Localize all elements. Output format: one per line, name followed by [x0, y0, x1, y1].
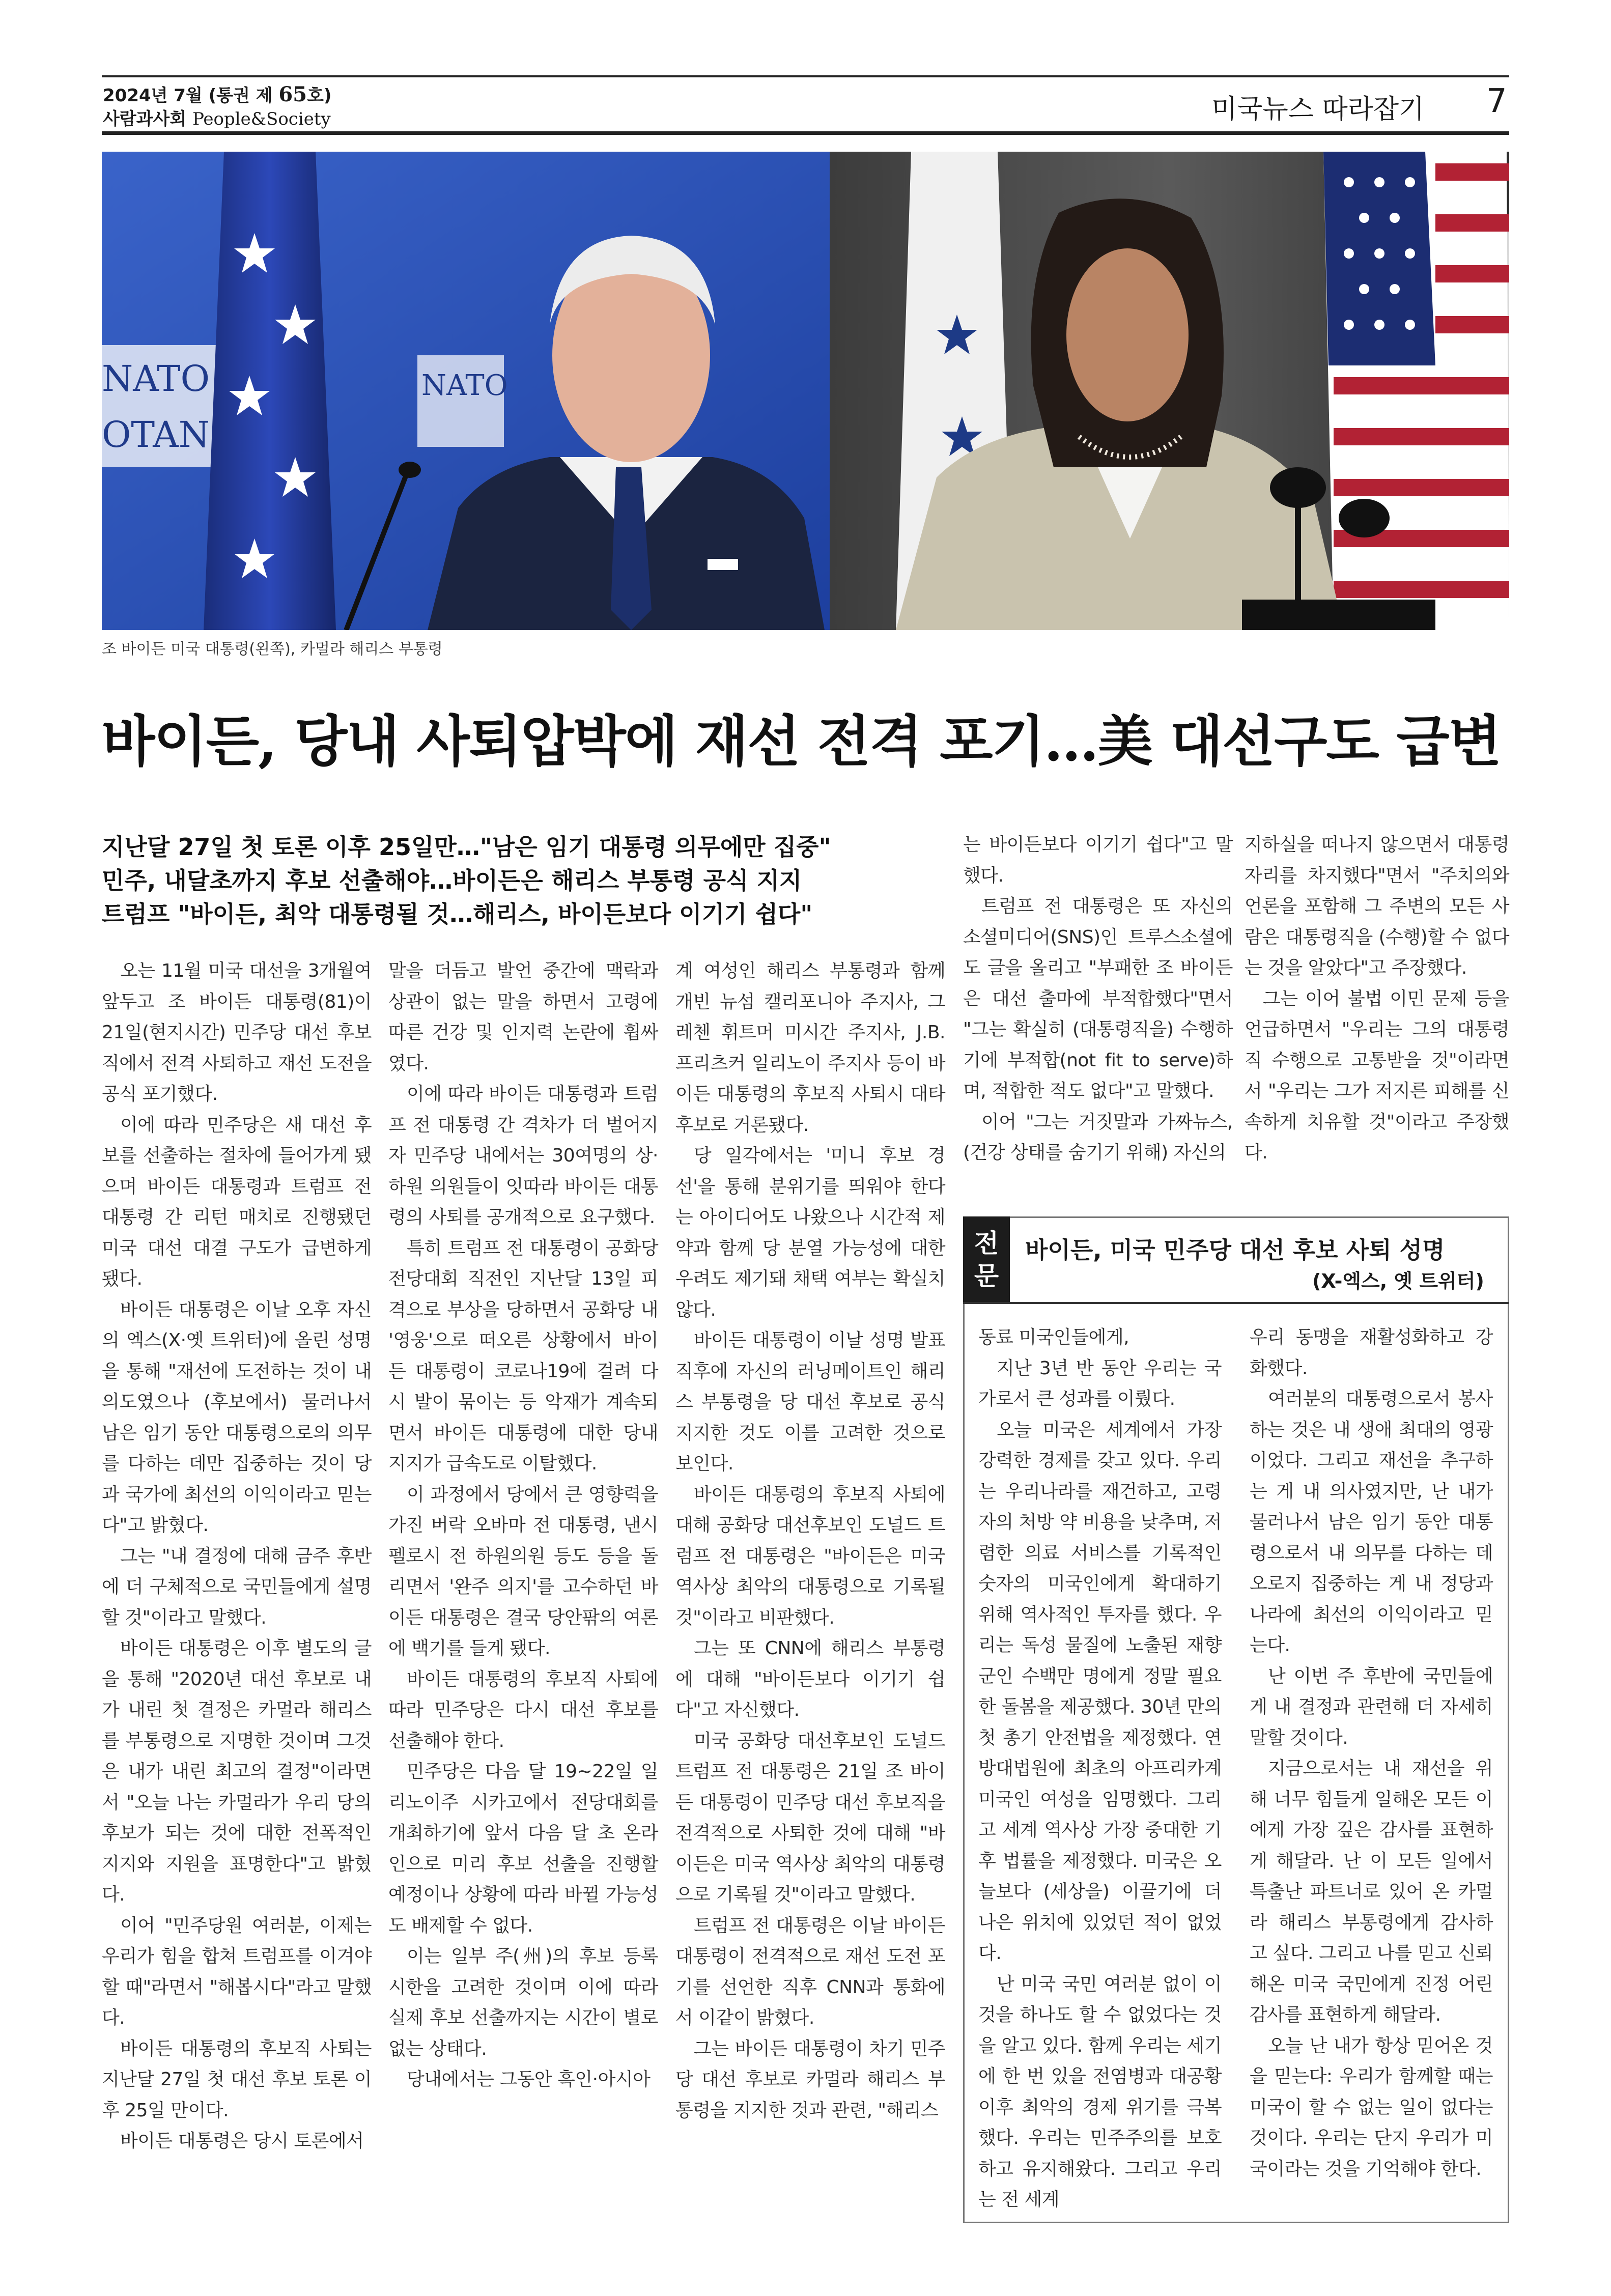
paragraph: 바이든 대통령은 이후 별도의 글을 통해 "2020년 대선 후보로 내가 내린 첫 결정은 카멀라 해리스를 부통령으로 지명한 것이며 그것은 내가 내린 최고의 결정"이라면서 "오늘 나는 카멀라가 우리 당의 후보가 되는 것에 대한 전폭적인 지지와 지원을 표명한다"고 밝혔다.: [102, 1638, 372, 1905]
paragraph: 그는 이어 불법 이민 문제 등을 언급하면서 "우리는 그의 대통령직 수행으로 고통받을 것"이라면서 "우리는 그가 저지른 피해를 신속하게 치유할 것"이라고 주장했다.: [1245, 988, 1509, 1163]
paragraph: 트럼프 전 대통령은 이날 바이든 대통령이 전격적으로 재선 도전 포기를 선언한 직후 CNN과 통화에서 이같이 밝혔다.: [675, 1915, 945, 2028]
paragraph: 이어 "민주당원 여러분, 이제는 우리가 힘을 합쳐 트럼프를 이겨야 할 때"라면서 "해봅시다"라고 말했다.: [102, 1915, 372, 2028]
paragraph: 그는 "내 결정에 대해 금주 후반에 더 구체적으로 국민들에게 설명할 것"이라고 말했다.: [102, 1545, 372, 1628]
svg-text:NATO: NATO: [102, 358, 210, 400]
article-column-4: [963, 830, 1233, 1169]
paragraph: 이 과정에서 당에서 큰 영향력을 가진 버락 오바마 전 대통령, 낸시 펠로시 전 하원의원 등도 등을 돌리면서 '완주 의지'를 고수하던 바이든 대통령은 결국 당안팎의 여론에 백기를 들게 됐다.: [388, 1484, 658, 1659]
paragraph: 당 일각에서는 '미니 후보 경선'을 통해 분위기를 띄워야 한다는 아이디어도 나왔으나 시간적 제약과 함께 당 분열 가능성에 대한 우려도 제기돼 채택 여부는 확실치 않다.: [675, 1145, 945, 1320]
full-text-label: 전 문: [963, 1216, 1010, 1303]
paragraph: 특히 트럼프 전 대통령이 공화당 전당대회 직전인 지난달 13일 피격으로 부상을 당하면서 공화당 내 '영웅'으로 떠오른 상황에서 바이든 대통령이 코로나19에 걸려 다시 발이 묶이는 등 악재가 계속되면서 바이든 대통령에 대한 당내 지지가 급속도로 이탈했다.: [388, 1237, 658, 1474]
section-title: 미국뉴스 따라잡기: [1211, 94, 1425, 125]
paragraph: 미국 공화당 대선후보인 도널드 트럼프 전 대통령은 21일 조 바이든 대통령이 민주당 대선 후보직을 전격적으로 사퇴한 것에 대해 "바이든은 미국 역사상 최악의 대통령으로 기록될 것"이라고 말했다.: [675, 1730, 945, 1905]
header-bottom-rule: [102, 131, 1509, 135]
paragraph: 민주당은 다음 달 19~22일 일리노이주 시카고에서 전당대회를 개최하기에 앞서 다음 달 초 온라인으로 미리 후보 선출을 진행할 예정이나 상황에 따라 바뀔 가능성도 배제할 수 없다.: [388, 1761, 658, 1936]
paragraph: 당내에서는 그동안 흑인·아시아: [407, 2069, 651, 2090]
us-flag: [1323, 152, 1509, 630]
subhead-2: 민주, 내달초까지 후보 선출해야…바이든은 해리스 부통령 공식 지지: [102, 867, 802, 894]
paragraph: 지금으로서는 내 재선을 위해 너무 힘들게 일해온 모든 이에게 가장 깊은 감사를 표현하게 해달라. 난 이 모든 일에서 특출난 파트너로 있어 온 카멀라 해리스 부통령에게 감사하고 싶다. 그리고 나를 믿고 신뢰해온 미국 국민에게 진정 어린 감사를 표현하게 해달라.: [1250, 1758, 1493, 2025]
paragraph: 난 미국 국민 여러분 없이 이것을 하나도 할 수 없었다는 것을 알고 있다. 함께 우리는 세기에 한 번 있을 전염병과 대공황 이후 최악의 경제 위기를 극복했다. 우리는 민주주의를 보호하고 유지해왔다. 그리고 우리는 전 세계: [978, 1973, 1222, 2210]
paragraph: 난 이번 주 후반에 국민들에게 내 결정과 관련해 더 자세히 말할 것이다.: [1250, 1665, 1493, 1748]
paragraph: 그는 또 CNN에 해리스 부통령에 대해 "바이든보다 이기기 쉽다"고 자신했다.: [675, 1638, 945, 1720]
paragraph: 트럼프 전 대통령은 또 자신의 소셜미디어(SNS)인 트루스소셜에도 글을 올리고 "부패한 조 바이든은 대선 출마에 부적합했다"면서 "그는 확실히 (대통령직을) 수행하기에 부적합(not fit to serve)하며, 적합한 적도 없다"고 말했다.: [963, 896, 1233, 1101]
paragraph: 는 바이든보다 이기기 쉽다"고 말했다.: [963, 834, 1233, 886]
paragraph: 우리 동맹을 재활성화하고 강화했다.: [1250, 1327, 1493, 1379]
paragraph: 지하실을 떠나지 않으면서 대통령 자리를 차지했다"면서 "주치의와 언론을 포함해 그 주변의 모든 사람은 대통령직을 (수행)할 수 없다는 것을 알았다"고 주장했다.: [1245, 834, 1509, 978]
paragraph: 지난 3년 반 동안 우리는 국가로서 큰 성과를 이뤘다.: [978, 1357, 1222, 1409]
statement-divider: [963, 1302, 1509, 1304]
statement-source: (X-엑스, 옛 트위터): [1312, 1270, 1484, 1292]
article-column-3: [675, 956, 945, 2126]
header-top-rule: [102, 75, 1509, 77]
paper-name: 사람과사회 People&Society: [103, 109, 331, 129]
paragraph: 이에 따라 바이든 대통령과 트럼프 전 대통령 간 격차가 더 벌어지자 민주당 내에서는 30여명의 상·하원 의원들이 잇따라 바이든 대통령의 사퇴를 공개적으로 요구했다.: [388, 1084, 658, 1228]
lead-photo: [102, 152, 1509, 630]
paragraph: 그는 바이든 대통령이 차기 민주당 대선 후보로 카멀라 해리스 부통령을 지지한 것과 관련, "해리스: [675, 2038, 945, 2121]
paragraph: 오는 11월 미국 대선을 3개월여 앞두고 조 바이든 대통령(81)이 21일(현지시간) 민주당 대선 후보직에서 전격 사퇴하고 재선 도전을 공식 포기했다.: [102, 960, 372, 1104]
article-column-5: [1245, 830, 1509, 1169]
paragraph: 바이든 대통령은 이날 오후 자신의 엑스(X·옛 트위터)에 올린 성명을 통해 "재선에 도전하는 것이 내 의도였으나 (후보에서) 물러나서 남은 임기 동안 대통령으로의 의무를 다하는 데만 집중하는 것이 당과 국가에 최선의 이익이라고 믿는다"고 밝혔다.: [102, 1299, 372, 1536]
article-column-2: [388, 956, 658, 2095]
paragraph: 오늘 미국은 세계에서 가장 강력한 경제를 갖고 있다. 우리는 우리나라를 재건하고, 고령자의 처방 약 비용을 낮추며, 저렴한 의료 서비스를 기록적인 숫자의 미국인에게 확대하기 위해 역사적인 투자를 했다. 우리는 독성 물질에 노출된 재향군인 수백만 명에게 정말 필요한 돌봄을 제공했다. 30년 만의 첫 총기 안전법을 제정했다. 연방대법원에 최초의 아프리카계 미국인 여성을 임명했다. 그리고 세계 역사상 가장 중대한 기후 법률을 제정했다. 미국은 오늘보다 (세상을) 이끌기에 더 나은 위치에 있었던 적이 없었다.: [978, 1419, 1222, 1964]
paragraph: 이는 일부 주(州)의 후보 등록 시한을 고려한 것이며 이에 따라 실제 후보 선출까지는 시간이 별로 없는 상태다.: [388, 1946, 658, 2059]
paragraph: 동료 미국인들에게,: [978, 1327, 1129, 1348]
paragraph: 바이든 대통령은 당시 토론에서: [120, 2131, 364, 2151]
issue-line: 2024년 7월 (통권 제 65호): [103, 82, 332, 106]
paragraph: 바이든 대통령이 이날 성명 발표 직후에 자신의 러닝메이트인 해리스 부통령을 당 대선 후보로 공식 지지한 것도 이를 고려한 것으로 보인다.: [675, 1330, 945, 1474]
paragraph: 여러분의 대통령으로서 봉사하는 것은 내 생애 최대의 영광이었다. 그리고 재선을 추구하는 게 내 의사였지만, 난 내가 물러나서 남은 임기 동안 대통령으로서 내 의무를 다하는 데 오로지 집중하는 게 내 정당과 나라에 최선의 이익이라고 믿는다.: [1250, 1388, 1493, 1656]
headline: 바이든, 당내 사퇴압박에 재선 전격 포기…美 대선구도 급변: [102, 710, 1501, 774]
subhead-3: 트럼프 "바이든, 최악 대통령될 것…해리스, 바이든보다 이기기 쉽다": [102, 900, 813, 928]
photo-caption: 조 바이든 미국 대통령(왼쪽), 카멀라 해리스 부통령: [102, 640, 443, 658]
subhead-1: 지난달 27일 첫 토론 이후 25일만…"남은 임기 대통령 의무에만 집중": [102, 833, 831, 861]
article-column-1: [102, 956, 372, 2157]
paragraph: 말을 더듬고 발언 중간에 맥락과 상관이 없는 말을 하면서 고령에 따른 건강 및 인지력 논란에 휩싸였다.: [388, 960, 658, 1074]
paragraph: 오늘 난 내가 항상 믿어온 것을 믿는다: 우리가 함께할 때는 미국이 할 수 없는 일이 없다는 것이다. 우리는 단지 우리가 미국이라는 것을 기억해야 한다.: [1250, 2035, 1493, 2179]
paragraph: 바이든 대통령의 후보직 사퇴에 대해 공화당 대선후보인 도널드 트럼프 전 대통령은 "바이든은 미국 역사상 최악의 대통령으로 기록될 것"이라고 비판했다.: [675, 1484, 945, 1628]
statement-column-2: [1250, 1322, 1493, 2185]
svg-text:NATO: NATO: [421, 369, 508, 402]
paragraph: 이에 따라 민주당은 새 대선 후보를 선출하는 절차에 들어가게 됐으며 바이든 대통령과 트럼프 전 대통령 간 리턴 매치로 진행됐던 미국 대선 대결 구도가 급변하게 됐다.: [102, 1114, 372, 1289]
statement-column-1: [978, 1322, 1222, 2216]
svg-text:OTAN: OTAN: [102, 414, 210, 456]
statement-title: 바이든, 미국 민주당 대선 후보 사퇴 성명: [1025, 1236, 1445, 1264]
paragraph: 계 여성인 해리스 부통령과 함께 개빈 뉴섬 캘리포니아 주지사, 그레첸 휘트머 미시간 주지사, J.B. 프리츠커 일리노이 주지사 등이 바이든 대통령의 후보직 사퇴시 대타 후보로 거론됐다.: [675, 960, 945, 1136]
page-number: 7: [1486, 82, 1507, 120]
paragraph: 바이든 대통령의 후보직 사퇴는 지난달 27일 첫 대선 후보 토론 이후 25일 만이다.: [102, 2038, 372, 2121]
paragraph: 이어 "그는 거짓말과 가짜뉴스, (건강 상태를 숨기기 위해) 자신의: [963, 1111, 1233, 1163]
paragraph: 바이든 대통령의 후보직 사퇴에 따라 민주당은 다시 대선 후보를 선출해야 한다.: [388, 1668, 658, 1751]
